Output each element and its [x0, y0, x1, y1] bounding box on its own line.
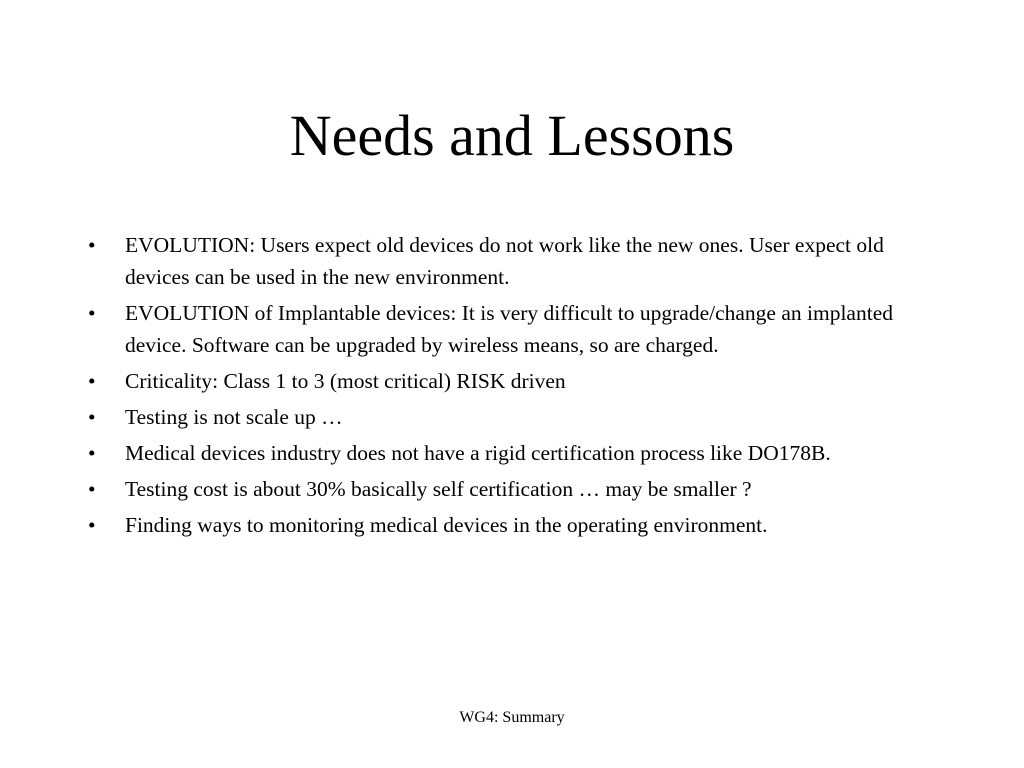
bullet-item: [88, 473, 948, 505]
bullet-item: [88, 401, 948, 433]
bullet-list: [88, 229, 948, 545]
bullet-dot-icon: •: [88, 477, 96, 501]
bullet-item: [88, 229, 948, 293]
bullet-text: EVOLUTION: Users expect old devices do not work like the new ones. User expect old devices can be used in the new environment.: [125, 233, 884, 289]
bullet-text: EVOLUTION of Implantable devices: It is very difficult to upgrade/change an implanted device. Software can be upgraded by wireless means, so are charged.: [125, 301, 893, 357]
bullet-item: [88, 509, 948, 541]
bullet-dot-icon: •: [88, 441, 96, 465]
bullet-dot-icon: •: [88, 513, 96, 537]
bullet-dot-icon: •: [88, 301, 96, 325]
slide-footer: WG4: Summary: [459, 709, 565, 726]
bullet-item: [88, 365, 948, 397]
bullet-text: Testing is not scale up …: [125, 405, 343, 429]
slide-title: Needs and Lessons: [289, 103, 735, 168]
bullet-text: Testing cost is about 30% basically self certification … may be smaller ?: [125, 477, 752, 501]
bullet-text: Medical devices industry does not have a rigid certification process like DO178B.: [125, 441, 831, 465]
bullet-item: [88, 437, 948, 469]
bullet-dot-icon: •: [88, 233, 96, 257]
bullet-text: Criticality: Class 1 to 3 (most critical) RISK driven: [125, 369, 566, 393]
bullet-dot-icon: •: [88, 405, 96, 429]
bullet-dot-icon: •: [88, 369, 96, 393]
bullet-item: [88, 297, 948, 361]
bullet-text: Finding ways to monitoring medical devices in the operating environment.: [125, 513, 768, 537]
